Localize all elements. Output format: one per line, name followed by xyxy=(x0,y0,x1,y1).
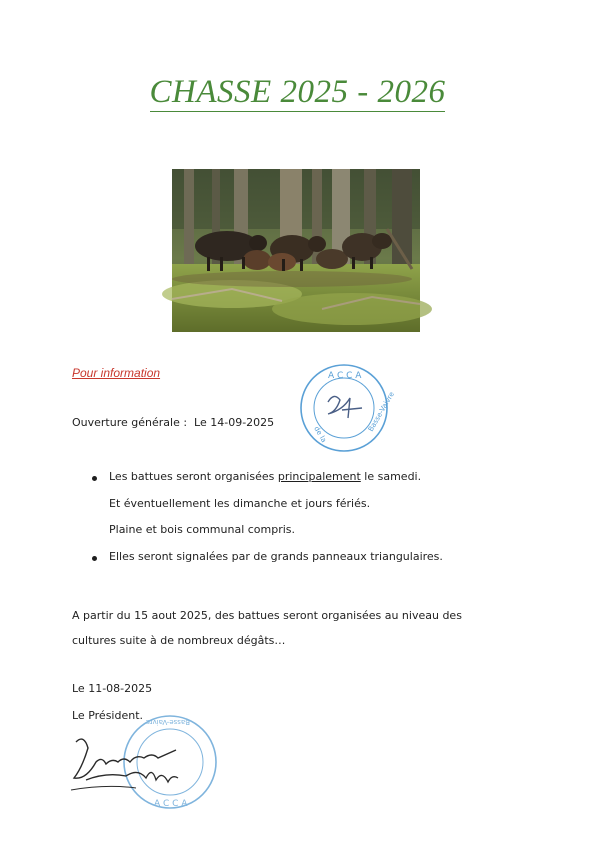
opening-label: Ouverture générale : xyxy=(72,416,188,429)
svg-text:Basse-Vaivre: Basse-Vaivre xyxy=(145,718,190,726)
opening-line xyxy=(72,416,274,429)
signature-icon xyxy=(66,728,196,798)
wild-boar-photo-icon xyxy=(172,169,420,332)
page-title xyxy=(0,74,595,111)
svg-text:A C C A: A C C A xyxy=(328,371,362,381)
bullet-text: Plaine et bois communal compris. xyxy=(109,523,296,536)
bullet-icon xyxy=(92,476,97,481)
svg-text:A C C A: A C C A xyxy=(154,799,188,809)
bullet-text-part: le samedi. xyxy=(360,470,422,483)
bullet-text xyxy=(109,470,421,483)
bullet-text-emphasis: principalement xyxy=(277,470,361,483)
signatory: Le Président. xyxy=(72,709,144,722)
opening-date: Le 14-09-2025 xyxy=(194,416,275,429)
announcement-paragraph: A partir du 15 aout 2025, des battues seront organisées au niveau des cultures suite à de nombreux dégâts… xyxy=(72,609,462,647)
page-title-text: CHASSE 2025 - 2026 xyxy=(149,74,446,110)
svg-text:de la: de la xyxy=(312,425,328,444)
document-date: Le 11-08-2025 xyxy=(72,682,153,695)
stamp-icon xyxy=(298,362,396,454)
bullet-text: Et éventuellement les dimanche et jours fériés. xyxy=(109,497,371,510)
bullet-text-part: Les battues seront organisées xyxy=(109,470,278,483)
bullet-text: Elles seront signalées par de grands panneaux triangulaires. xyxy=(109,550,443,563)
bullet-icon xyxy=(92,556,97,561)
info-heading: Pour information xyxy=(72,366,161,380)
svg-text:Basse-Vaivre: Basse-Vaivre xyxy=(366,390,396,433)
